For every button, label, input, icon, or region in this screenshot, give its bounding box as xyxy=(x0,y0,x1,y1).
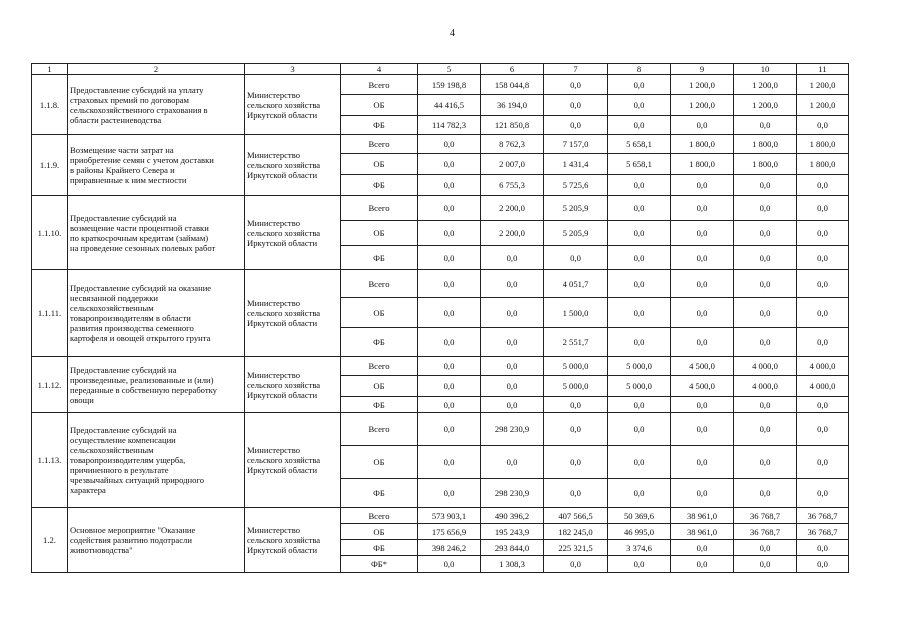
value-cell: 1 800,0 xyxy=(797,135,849,154)
value-cell: 0,0 xyxy=(608,298,671,328)
value-cell: 0,0 xyxy=(608,479,671,508)
value-cell: 0,0 xyxy=(734,116,797,135)
value-cell: 0,0 xyxy=(671,298,734,328)
funding-source: ОБ xyxy=(341,376,418,397)
value-cell: 0,0 xyxy=(608,175,671,196)
value-cell: 0,0 xyxy=(418,446,481,479)
value-cell: 1 800,0 xyxy=(734,135,797,154)
value-cell: 398 246,2 xyxy=(418,540,481,556)
row-number: 1.1.13. xyxy=(32,413,68,508)
funding-source: ФБ xyxy=(341,246,418,270)
value-cell: 0,0 xyxy=(481,376,544,397)
value-cell: 0,0 xyxy=(797,556,849,573)
value-cell: 5 205,9 xyxy=(544,221,608,246)
executor: Министерство сельского хозяйства Иркутской области xyxy=(245,135,341,196)
value-cell: 0,0 xyxy=(734,397,797,413)
value-cell: 0,0 xyxy=(481,446,544,479)
value-cell: 0,0 xyxy=(671,479,734,508)
value-cell: 0,0 xyxy=(418,154,481,175)
funding-source: ОБ xyxy=(341,446,418,479)
header-cell: 1 xyxy=(32,64,68,75)
value-cell: 5 000,0 xyxy=(544,357,608,376)
value-cell: 114 782,3 xyxy=(418,116,481,135)
value-cell: 0,0 xyxy=(671,397,734,413)
value-cell: 0,0 xyxy=(671,540,734,556)
value-cell: 2 200,0 xyxy=(481,221,544,246)
funding-source: Всего xyxy=(341,508,418,524)
funding-source: ФБ xyxy=(341,328,418,357)
funding-source: Всего xyxy=(341,75,418,95)
value-cell: 0,0 xyxy=(608,221,671,246)
value-cell: 1 800,0 xyxy=(797,154,849,175)
value-cell: 5 658,1 xyxy=(608,135,671,154)
value-cell: 5 658,1 xyxy=(608,154,671,175)
value-cell: 0,0 xyxy=(544,479,608,508)
value-cell: 1 200,0 xyxy=(797,95,849,116)
value-cell: 4 000,0 xyxy=(734,376,797,397)
value-cell: 38 961,0 xyxy=(671,508,734,524)
value-cell: 0,0 xyxy=(671,246,734,270)
value-cell: 298 230,9 xyxy=(481,479,544,508)
executor: Министерство сельского хозяйства Иркутской области xyxy=(245,357,341,413)
value-cell: 0,0 xyxy=(544,95,608,116)
value-cell: 0,0 xyxy=(671,270,734,298)
value-cell: 0,0 xyxy=(671,446,734,479)
funding-source: Всего xyxy=(341,270,418,298)
row-number: 1.1.12. xyxy=(32,357,68,413)
table-row xyxy=(32,357,849,376)
value-cell: 5 000,0 xyxy=(544,376,608,397)
measure-name: Возмещение части затрат на приобретение семян с учетом доставки в районы Крайнего Севера и приравненные к ним местности xyxy=(68,135,245,196)
value-cell: 1 800,0 xyxy=(734,154,797,175)
funding-source: ОБ xyxy=(341,524,418,540)
value-cell: 293 844,0 xyxy=(481,540,544,556)
table-row xyxy=(32,135,849,154)
value-cell: 0,0 xyxy=(734,413,797,446)
value-cell: 0,0 xyxy=(671,116,734,135)
measure-name: Предоставление субсидий на осуществление компенсации сельскохозяйственным товаропроизводителям ущерба, причиненного в результате чрезвычайных ситуаций природного характера xyxy=(68,413,245,508)
row-number: 1.1.8. xyxy=(32,75,68,135)
funding-source: ОБ xyxy=(341,298,418,328)
value-cell: 0,0 xyxy=(734,175,797,196)
funding-source: ФБ xyxy=(341,175,418,196)
header-cell: 5 xyxy=(418,64,481,75)
value-cell: 0,0 xyxy=(544,116,608,135)
value-cell: 6 755,3 xyxy=(481,175,544,196)
value-cell: 36 768,7 xyxy=(797,508,849,524)
value-cell: 0,0 xyxy=(797,298,849,328)
measure-name: Предоставление субсидий на произведенные, реализованные и (или) переданные в собственную переработку овощи xyxy=(68,357,245,413)
value-cell: 0,0 xyxy=(734,556,797,573)
value-cell: 158 044,8 xyxy=(481,75,544,95)
value-cell: 0,0 xyxy=(418,196,481,221)
value-cell: 7 157,0 xyxy=(544,135,608,154)
value-cell: 36 768,7 xyxy=(797,524,849,540)
value-cell: 175 656,9 xyxy=(418,524,481,540)
funding-source: ФБ* xyxy=(341,556,418,573)
value-cell: 1 200,0 xyxy=(671,75,734,95)
value-cell: 121 850,8 xyxy=(481,116,544,135)
value-cell: 1 200,0 xyxy=(734,75,797,95)
value-cell: 2 007,0 xyxy=(481,154,544,175)
header-cell: 4 xyxy=(341,64,418,75)
value-cell: 573 903,1 xyxy=(418,508,481,524)
value-cell: 0,0 xyxy=(797,540,849,556)
value-cell: 0,0 xyxy=(544,446,608,479)
value-cell: 2 200,0 xyxy=(481,196,544,221)
value-cell: 0,0 xyxy=(797,270,849,298)
value-cell: 0,0 xyxy=(608,446,671,479)
header-cell: 9 xyxy=(671,64,734,75)
table-body xyxy=(32,64,849,573)
value-cell: 0,0 xyxy=(418,328,481,357)
value-cell: 1 800,0 xyxy=(671,154,734,175)
value-cell: 0,0 xyxy=(797,446,849,479)
value-cell: 0,0 xyxy=(418,135,481,154)
value-cell: 0,0 xyxy=(608,116,671,135)
value-cell: 0,0 xyxy=(608,556,671,573)
header-cell: 6 xyxy=(481,64,544,75)
value-cell: 0,0 xyxy=(797,221,849,246)
value-cell: 1 200,0 xyxy=(734,95,797,116)
value-cell: 0,0 xyxy=(481,270,544,298)
funding-source: Всего xyxy=(341,357,418,376)
value-cell: 0,0 xyxy=(797,196,849,221)
funding-source: ФБ xyxy=(341,397,418,413)
value-cell: 4 500,0 xyxy=(671,376,734,397)
value-cell: 5 000,0 xyxy=(608,376,671,397)
value-cell: 36 768,7 xyxy=(734,524,797,540)
value-cell: 0,0 xyxy=(418,556,481,573)
value-cell: 46 995,0 xyxy=(608,524,671,540)
value-cell: 0,0 xyxy=(608,270,671,298)
funding-source: Всего xyxy=(341,196,418,221)
value-cell: 0,0 xyxy=(608,196,671,221)
value-cell: 0,0 xyxy=(418,357,481,376)
row-number: 1.1.11. xyxy=(32,270,68,357)
value-cell: 36 768,7 xyxy=(734,508,797,524)
funding-source: Всего xyxy=(341,135,418,154)
value-cell: 0,0 xyxy=(608,246,671,270)
value-cell: 0,0 xyxy=(797,246,849,270)
value-cell: 0,0 xyxy=(544,75,608,95)
value-cell: 0,0 xyxy=(734,446,797,479)
row-number: 1.1.10. xyxy=(32,196,68,270)
value-cell: 4 500,0 xyxy=(671,357,734,376)
value-cell: 5 000,0 xyxy=(608,357,671,376)
value-cell: 0,0 xyxy=(734,298,797,328)
value-cell: 0,0 xyxy=(797,116,849,135)
value-cell: 4 000,0 xyxy=(797,357,849,376)
value-cell: 0,0 xyxy=(418,270,481,298)
funding-source: ОБ xyxy=(341,221,418,246)
header-cell: 11 xyxy=(797,64,849,75)
value-cell: 0,0 xyxy=(671,328,734,357)
value-cell: 0,0 xyxy=(734,540,797,556)
value-cell: 0,0 xyxy=(797,175,849,196)
header-cell: 10 xyxy=(734,64,797,75)
value-cell: 5 205,9 xyxy=(544,196,608,221)
value-cell: 0,0 xyxy=(418,175,481,196)
funding-source: ФБ xyxy=(341,479,418,508)
value-cell: 0,0 xyxy=(797,413,849,446)
executor: Министерство сельского хозяйства Иркутской области xyxy=(245,508,341,573)
page-number: 4 xyxy=(450,28,455,39)
table-row xyxy=(32,270,849,298)
value-cell: 0,0 xyxy=(418,479,481,508)
header-row xyxy=(32,64,849,75)
value-cell: 1 200,0 xyxy=(797,75,849,95)
value-cell: 0,0 xyxy=(544,556,608,573)
value-cell: 0,0 xyxy=(481,246,544,270)
table-row xyxy=(32,196,849,221)
value-cell: 1 308,3 xyxy=(481,556,544,573)
value-cell: 182 245,0 xyxy=(544,524,608,540)
value-cell: 1 800,0 xyxy=(671,135,734,154)
value-cell: 0,0 xyxy=(671,221,734,246)
value-cell: 4 000,0 xyxy=(797,376,849,397)
funding-source: ФБ xyxy=(341,116,418,135)
value-cell: 195 243,9 xyxy=(481,524,544,540)
funding-source: Всего xyxy=(341,413,418,446)
table-row xyxy=(32,413,849,446)
value-cell: 0,0 xyxy=(418,221,481,246)
value-cell: 0,0 xyxy=(608,397,671,413)
row-number: 1.2. xyxy=(32,508,68,573)
value-cell: 0,0 xyxy=(544,397,608,413)
value-cell: 4 051,7 xyxy=(544,270,608,298)
value-cell: 159 198,8 xyxy=(418,75,481,95)
value-cell: 0,0 xyxy=(671,175,734,196)
funding-source: ФБ xyxy=(341,540,418,556)
header-cell: 8 xyxy=(608,64,671,75)
measure-name: Предоставление субсидий на оказание несвязанной поддержки сельскохозяйственным товаропроизводителям в области развития производства семенного картофеля и овощей открытого грунта xyxy=(68,270,245,357)
executor: Министерство сельского хозяйства Иркутской области xyxy=(245,196,341,270)
value-cell: 0,0 xyxy=(671,413,734,446)
value-cell: 4 000,0 xyxy=(734,357,797,376)
value-cell: 3 374,6 xyxy=(608,540,671,556)
value-cell: 0,0 xyxy=(418,376,481,397)
value-cell: 0,0 xyxy=(797,328,849,357)
measure-name: Предоставление субсидий на возмещение части процентной ставки по краткосрочным кредитам (займам) на проведение сезонных полевых работ xyxy=(68,196,245,270)
value-cell: 0,0 xyxy=(481,397,544,413)
value-cell: 1 500,0 xyxy=(544,298,608,328)
value-cell: 0,0 xyxy=(734,270,797,298)
funding-source: ОБ xyxy=(341,154,418,175)
value-cell: 0,0 xyxy=(544,413,608,446)
value-cell: 0,0 xyxy=(608,95,671,116)
executor: Министерство сельского хозяйства Иркутской области xyxy=(245,413,341,508)
value-cell: 8 762,3 xyxy=(481,135,544,154)
value-cell: 0,0 xyxy=(418,413,481,446)
value-cell: 5 725,6 xyxy=(544,175,608,196)
header-cell: 3 xyxy=(245,64,341,75)
executor: Министерство сельского хозяйства Иркутской области xyxy=(245,75,341,135)
table-row xyxy=(32,508,849,524)
header-cell: 7 xyxy=(544,64,608,75)
value-cell: 298 230,9 xyxy=(481,413,544,446)
value-cell: 1 431,4 xyxy=(544,154,608,175)
value-cell: 0,0 xyxy=(608,413,671,446)
value-cell: 0,0 xyxy=(608,328,671,357)
value-cell: 0,0 xyxy=(544,246,608,270)
value-cell: 36 194,0 xyxy=(481,95,544,116)
value-cell: 38 961,0 xyxy=(671,524,734,540)
value-cell: 50 369,6 xyxy=(608,508,671,524)
value-cell: 0,0 xyxy=(734,479,797,508)
value-cell: 0,0 xyxy=(734,328,797,357)
value-cell: 0,0 xyxy=(797,479,849,508)
value-cell: 0,0 xyxy=(481,357,544,376)
value-cell: 2 551,7 xyxy=(544,328,608,357)
value-cell: 490 396,2 xyxy=(481,508,544,524)
measure-name: Предоставление субсидий на уплату страховых премий по договорам сельскохозяйственного страхования в области растениеводства xyxy=(68,75,245,135)
value-cell: 0,0 xyxy=(734,246,797,270)
value-cell: 0,0 xyxy=(797,397,849,413)
value-cell: 0,0 xyxy=(671,556,734,573)
budget-table xyxy=(31,63,849,573)
value-cell: 1 200,0 xyxy=(671,95,734,116)
value-cell: 0,0 xyxy=(418,246,481,270)
value-cell: 225 321,5 xyxy=(544,540,608,556)
value-cell: 0,0 xyxy=(608,75,671,95)
executor: Министерство сельского хозяйства Иркутской области xyxy=(245,270,341,357)
value-cell: 44 416,5 xyxy=(418,95,481,116)
value-cell: 0,0 xyxy=(418,397,481,413)
value-cell: 0,0 xyxy=(734,221,797,246)
header-cell: 2 xyxy=(68,64,245,75)
funding-source: ОБ xyxy=(341,95,418,116)
measure-name: Основное мероприятие "Оказание содействия развитию подотрасли животноводства" xyxy=(68,508,245,573)
table-row xyxy=(32,75,849,95)
value-cell: 0,0 xyxy=(481,298,544,328)
value-cell: 0,0 xyxy=(481,328,544,357)
value-cell: 0,0 xyxy=(734,196,797,221)
value-cell: 407 566,5 xyxy=(544,508,608,524)
value-cell: 0,0 xyxy=(671,196,734,221)
row-number: 1.1.9. xyxy=(32,135,68,196)
value-cell: 0,0 xyxy=(418,298,481,328)
